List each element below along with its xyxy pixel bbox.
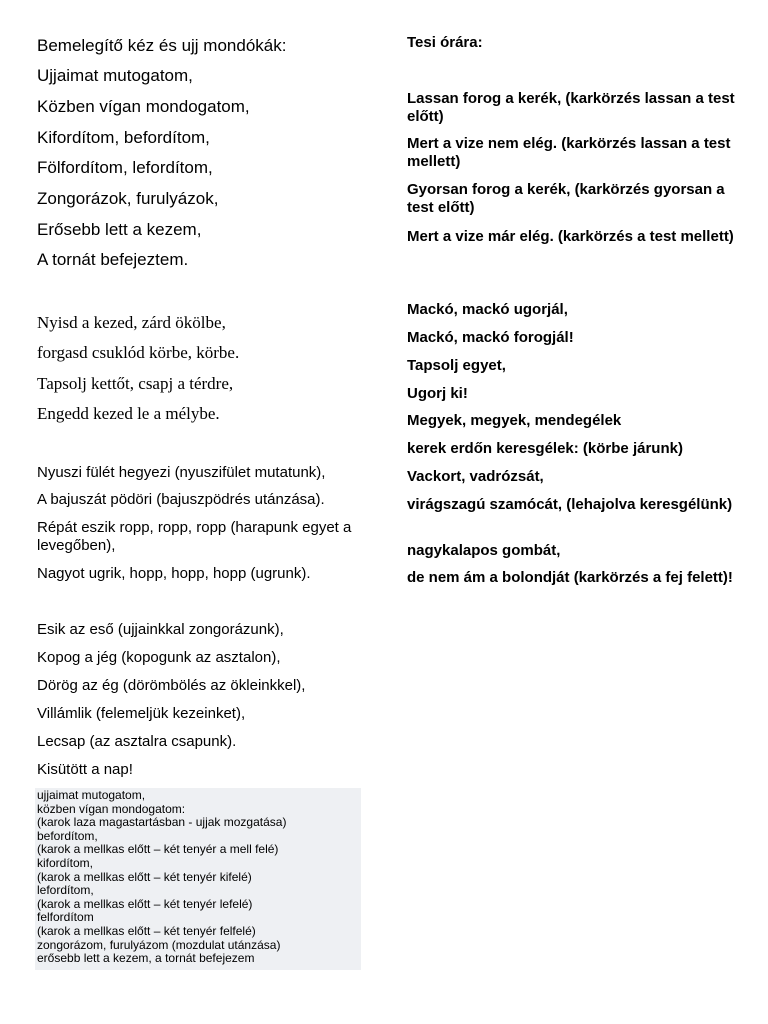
poem4-line: Dörög az ég (dörömbölés az ökleinkkel), xyxy=(37,677,306,694)
poem1-line: Erősebb lett a kezem, xyxy=(37,220,202,239)
right2-line: de nem ám a bolondját (karkörzés a fej felett)! xyxy=(407,569,733,586)
box-line: zongorázom, furulyázom (mozdulat utánzása) xyxy=(37,937,281,952)
right1-line: Gyorsan forog a kerék, (karkörzés gyorsan a test előtt) xyxy=(407,181,725,216)
right2-line: Vackort, vadrózsát, xyxy=(407,468,544,485)
poem4-line: Kisütött a nap! xyxy=(37,761,133,778)
right2-line: Mackó, mackó ugorjál, xyxy=(407,301,568,318)
right1-line: Mert a vize nem elég. (karkörzés lassan a test mellett) xyxy=(407,135,731,170)
box-line: felfordítom xyxy=(37,910,94,925)
poem4-line: Villámlik (felemeljük kezeinket), xyxy=(37,705,246,722)
poem4-line: Lecsap (az asztalra csapunk). xyxy=(37,733,237,750)
poem4-line: Esik az eső (ujjainkkal zongorázunk), xyxy=(37,621,284,638)
box-line: ujjaimat mutogatom, xyxy=(37,788,146,802)
right2-line: Mackó, mackó forogjál! xyxy=(407,329,574,346)
poem1-line: A tornát befejeztem. xyxy=(37,250,189,269)
poem1-line: Kifordítom, befordítom, xyxy=(37,128,210,147)
poem2-line: Tapsolj kettőt, csapj a térdre, xyxy=(37,374,234,393)
right2-line: virágszagú szamócát, (lehajolva keresgélünk) xyxy=(407,496,733,513)
right2-line: kerek erdőn keresgélek: (körbe járunk) xyxy=(407,440,683,457)
poem2-line: Nyisd a kezed, zárd ökölbe, xyxy=(37,313,226,332)
right-title: Tesi órára: xyxy=(407,34,483,51)
poem1-title: Bemelegítő kéz és ujj mondókák: xyxy=(37,36,287,55)
right2-line: nagykalapos gombát, xyxy=(407,542,561,559)
box-line: lefordítom, xyxy=(37,883,94,898)
poem2-line: forgasd csuklód körbe, körbe. xyxy=(37,343,240,362)
box-line: (karok laza magastartásban - ujjak mozgatása) xyxy=(37,815,287,830)
poem1-line: Fölfordítom, lefordítom, xyxy=(37,158,213,177)
box-line: (karok a mellkas előtt – két tenyér lefelé) xyxy=(37,896,253,911)
poem3-line: Répát eszik ropp, ropp, ropp (harapunk egyet a levegőben), xyxy=(37,519,352,554)
right1-line: Lassan forog a kerék, (karkörzés lassan a test előtt) xyxy=(407,90,735,125)
box-line: (karok a mellkas előtt – két tenyér a mell felé) xyxy=(37,842,279,857)
poem1-line: Ujjaimat mutogatom, xyxy=(37,66,193,85)
poem1-line: Közben vígan mondogatom, xyxy=(37,97,250,116)
poem3-line: A bajuszát pödöri (bajuszpödrés utánzása). xyxy=(37,491,325,508)
box-line: erősebb lett a kezem, a tornát befejezem xyxy=(37,951,255,966)
poem3-line: Nyuszi fülét hegyezi (nyuszifület mutatunk), xyxy=(37,464,326,481)
poem3-line: Nagyot ugrik, hopp, hopp, hopp (ugrunk). xyxy=(37,565,311,582)
poem2-line: Engedd kezed le a mélybe. xyxy=(37,404,220,423)
box-line: befordítom, xyxy=(37,828,98,843)
right2-line: Megyek, megyek, mendegélek xyxy=(407,412,622,429)
box-line: közben vígan mondogatom: xyxy=(37,801,186,816)
right2-line: Tapsolj egyet, xyxy=(407,357,506,374)
box-line: kifordítom, xyxy=(37,856,94,870)
right2-line: Ugorj ki! xyxy=(407,385,468,402)
right1-line: Mert a vize már elég. (karkörzés a test mellett) xyxy=(407,228,734,245)
poem1-line: Zongorázok, furulyázok, xyxy=(37,189,219,208)
box-line: (karok a mellkas előtt – két tenyér felfelé) xyxy=(37,924,256,938)
box-line: (karok a mellkas előtt – két tenyér kifelé) xyxy=(37,869,252,884)
poem4-line: Kopog a jég (kopogunk az asztalon), xyxy=(37,649,281,666)
